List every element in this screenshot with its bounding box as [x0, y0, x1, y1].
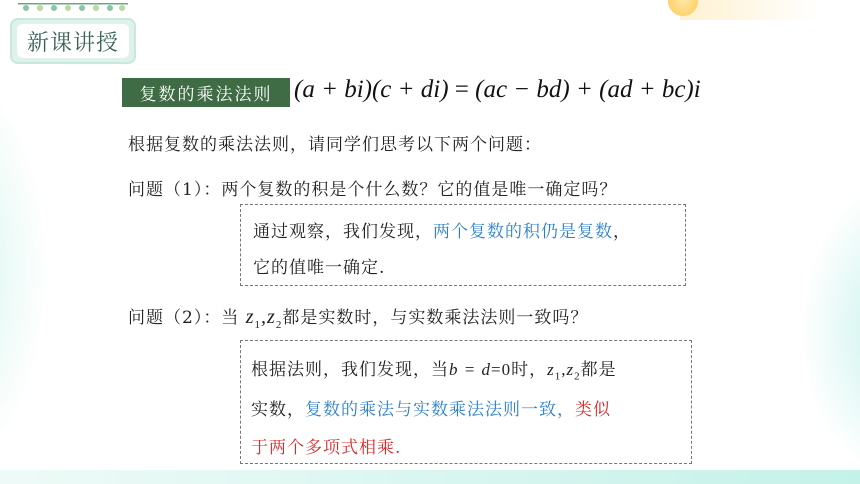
question-2: 问题（2）：当 $z_1,z_2$都是实数时，与实数乘法法则一致吗？: [128, 306, 589, 331]
z2-symbol: $z_2$: [267, 306, 283, 331]
multiplication-formula: [294, 76, 701, 104]
answer-2-line-1: 根据法则，我们发现，当b = d=0时，$z_1,z_2$都是: [251, 360, 617, 383]
formula-equals: =: [454, 76, 469, 103]
answer-box-1: [240, 204, 686, 286]
answer-2-line-3: 于两个多项式相乘.: [251, 438, 402, 458]
answer-1-line-2: 它的值唯一确定.: [253, 258, 386, 278]
question-1-prefix: 问题（1）：: [128, 180, 222, 200]
formula-lhs: (a + bi)(c + di): [294, 76, 449, 103]
bottom-decor-band: [0, 470, 860, 484]
answer-2-line-2: 实数，复数的乘法与实数乘法法则一致，类似: [251, 400, 611, 420]
z1-symbol: $z_1$: [245, 306, 262, 331]
formula-rhs: (ac − bd) + (ad + bc)i: [475, 76, 701, 103]
section-title: 新课讲授: [17, 24, 129, 58]
intro-text: 根据复数的乘法法则，请同学们思考以下两个问题：: [128, 135, 542, 155]
bunting-decor-icon: [18, 1, 128, 15]
question-1: [128, 175, 617, 200]
question-2-prefix: 问题（2）：: [128, 308, 222, 328]
answer-2-highlight-red: 类似: [575, 400, 611, 420]
answer-1-line-1: 通过观察，我们发现，两个复数的积仍是复数，: [253, 222, 631, 242]
answer-box-2: [240, 340, 692, 464]
answer-1-highlight: 两个复数的积仍是复数: [433, 222, 613, 242]
background-glow-left: [0, 60, 50, 480]
background-glow-right: [800, 180, 860, 480]
answer-2-highlight-blue: 复数的乘法与实数乘法法则一致，: [305, 400, 575, 420]
multiplication-rule-label: 复数的乘法法则: [122, 78, 290, 107]
question-1-text: 两个复数的积是个什么数？它的值是唯一确定吗？: [221, 180, 618, 200]
sun-glow-decor: [680, 0, 820, 20]
section-title-badge: [10, 18, 136, 64]
